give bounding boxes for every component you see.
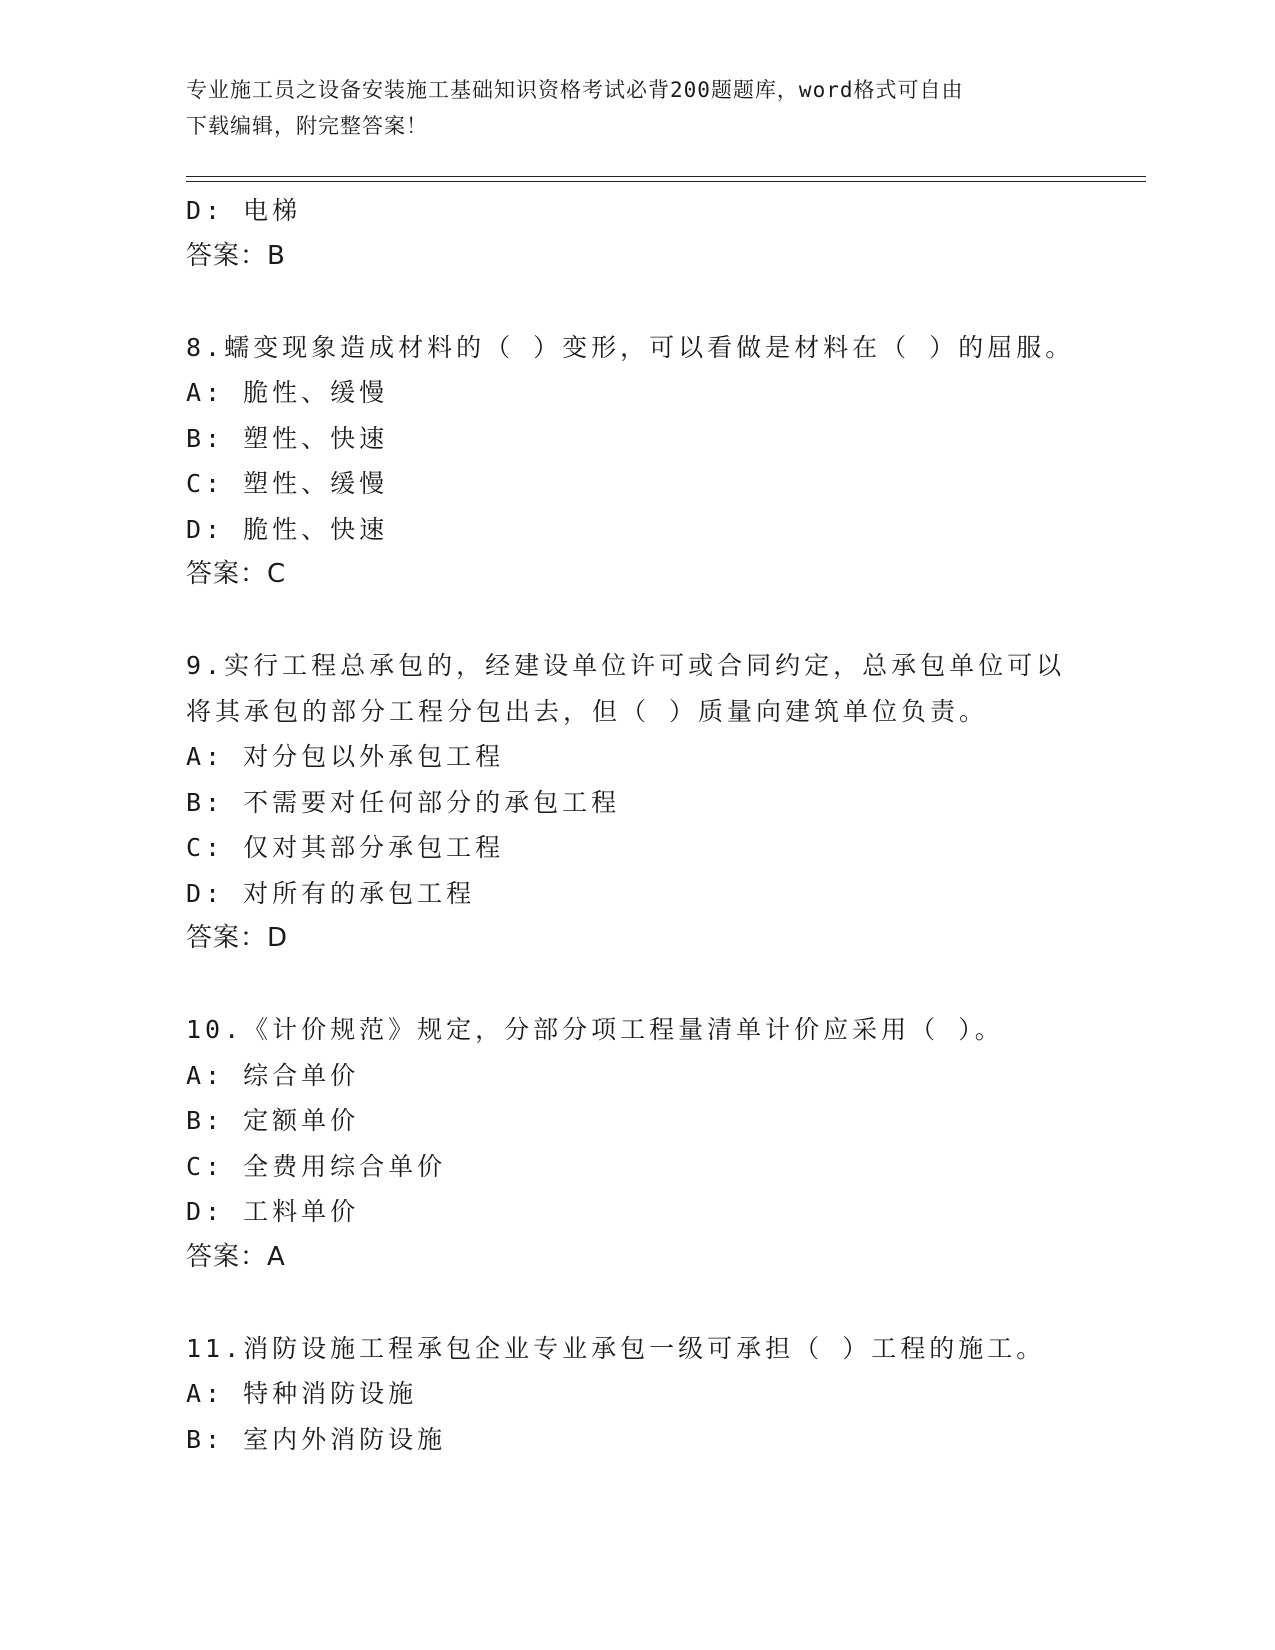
question-text-continued: 将其承包的部分工程分包出去，但（ ）质量向建筑单位负责。 — [186, 696, 989, 726]
option-b: B: 不需要对任何部分的承包工程 — [186, 787, 621, 817]
question-block-9 — [186, 643, 1086, 962]
answer-line: 答案：D — [186, 923, 289, 953]
question-block-8 — [186, 325, 1086, 598]
header-line-2: 下载编辑，附完整答案！ — [186, 114, 428, 138]
option-b: B: 定额单价 — [186, 1106, 360, 1135]
answer-line: 答案：C — [186, 559, 287, 589]
answer-line: 答案：B — [186, 240, 286, 271]
question-list — [186, 188, 1086, 1462]
question-text: 10.《计价规范》规定，分部分项工程量清单计价应采用（ ）。 — [186, 1015, 1004, 1044]
question-text: 11.消防设施工程承包企业专业承包一级可承担（ ）工程的施工。 — [186, 1333, 1046, 1363]
option-b: B: 塑性、快速 — [186, 423, 389, 453]
question-block-7-continued — [186, 188, 1086, 279]
answer-line: 答案：A — [186, 1241, 286, 1272]
option-c: C: 仅对其部分承包工程 — [186, 833, 505, 862]
option-a: A: 脆性、缓慢 — [186, 378, 389, 407]
header-divider-bottom — [186, 181, 1146, 182]
question-text: 9.实行工程总承包的，经建设单位许可或合同约定，总承包单位可以 — [186, 651, 1066, 680]
document-header — [186, 72, 1086, 144]
header-line-1: 专业施工员之设备安装施工基础知识资格考试必背200题题库，word格式可自由 — [186, 78, 964, 102]
option-d: D: 对所有的承包工程 — [186, 878, 476, 908]
option-a: A: 对分包以外承包工程 — [186, 742, 505, 771]
option-b: B: 室内外消防设施 — [186, 1424, 447, 1454]
option-c: C: 塑性、缓慢 — [186, 469, 389, 498]
option-c: C: 全费用综合单价 — [186, 1151, 447, 1181]
question-block-10 — [186, 1007, 1086, 1280]
question-text: 8.蠕变现象造成材料的（ ）变形，可以看做是材料在（ ）的屈服。 — [186, 332, 1075, 362]
option-a: A: 特种消防设施 — [186, 1379, 418, 1408]
header-divider-top — [186, 176, 1146, 177]
option-d: D: 工料单价 — [186, 1197, 360, 1226]
option-a: A: 综合单价 — [186, 1060, 360, 1090]
question-block-11 — [186, 1326, 1086, 1463]
option-d: D: 电梯 — [186, 196, 302, 225]
option-d: D: 脆性、快速 — [186, 514, 389, 544]
